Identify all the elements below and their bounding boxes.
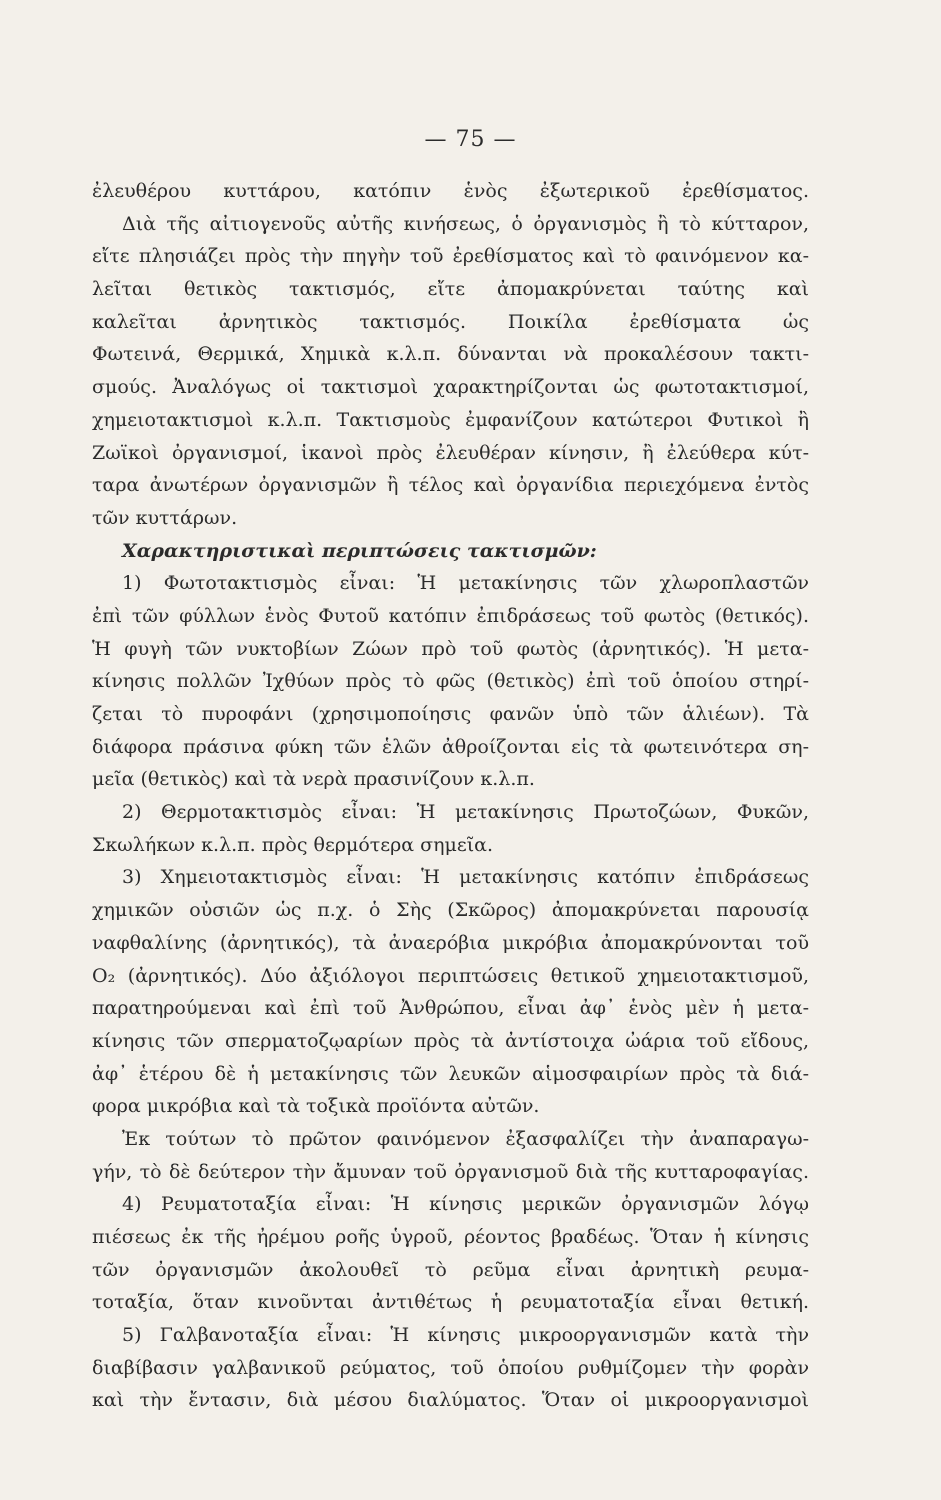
text-line: καλεῖται ἀρνητικὸς τακτισμός. Ποικίλα ἐρεθίσματα ὡς bbox=[92, 310, 809, 333]
text-line: τῶν ὀργανισμῶν ἀκολουθεῖ τὸ ρεῦμα εἶναι ἀρνητικὴ ρευμα- bbox=[92, 1258, 809, 1281]
text-line: τῶν κυττάρων. bbox=[92, 506, 238, 529]
text-line: Σκωλήκων κ.λ.π. πρὸς θερμότερα σημεῖα. bbox=[92, 833, 494, 856]
section-heading: Χαρακτηριστικαὶ περιπτώσεις τακτισμῶν: bbox=[122, 539, 597, 562]
text-line: γήν, τὸ δὲ δεύτερον τὴν ἄμυναν τοῦ ὀργανισμοῦ διὰ τῆς κυτταροφαγίας. bbox=[92, 1160, 809, 1183]
text-line: ναφθαλίνης (ἀρνητικός), τὰ ἀναερόβια μικρόβια ἀπομακρύνονται τοῦ bbox=[92, 931, 809, 954]
text-line: κίνησις τῶν σπερματοζῳαρίων πρὸς τὰ ἀντίστοιχα ὠάρια τοῦ εἴδους, bbox=[92, 1029, 809, 1052]
text-line: χημικῶν οὐσιῶν ὡς π.χ. ὁ Σὴς (Σκῶρος) ἀπομακρύνεται παρουσίᾳ bbox=[92, 899, 809, 922]
text-line: Ἐκ τούτων τὸ πρῶτον φαινόμενον ἐξασφαλίζει τὴν ἀναπαραγω- bbox=[122, 1127, 809, 1150]
text-line: τοταξία, ὅταν κινοῦνται ἀντιθέτως ἡ ρευματοταξία εἶναι θετική. bbox=[92, 1291, 809, 1314]
text-line: χημειοτακτισμοὶ κ.λ.π. Τακτισμοὺς ἐμφανίζουν κατώτεροι Φυτικοὶ ἢ bbox=[92, 408, 809, 431]
text-line: 5) Γαλβανοταξία εἶναι: Ἡ κίνησις μικροοργανισμῶν κατὰ τὴν bbox=[122, 1324, 809, 1347]
text-line: Ζωϊκοὶ ὀργανισμοί, ἱκανοὶ πρὸς ἐλευθέραν κίνησιν, ἢ ἐλεύθερα κύτ- bbox=[92, 441, 809, 464]
text-line: κίνησις πολλῶν Ἰχθύων πρὸς τὸ φῶς (θετικὸς) ἐπὶ τοῦ ὁποίου στηρί- bbox=[92, 670, 809, 693]
text-line: Ἡ φυγὴ τῶν νυκτοβίων Ζώων πρὸ τοῦ φωτὸς (ἀρνητικός). Ἡ μετα- bbox=[92, 637, 809, 660]
body-text bbox=[92, 175, 809, 1417]
text-line: λεῖται θετικὸς τακτισμός, εἴτε ἀπομακρύνεται ταύτης καὶ bbox=[92, 278, 809, 301]
text-line: πιέσεως ἐκ τῆς ἠρέμου ροῆς ὑγροῦ, ρέοντος βραδέως. Ὅταν ἡ κίνησις bbox=[92, 1226, 809, 1248]
text-line: μεῖα (θετικὸς) καὶ τὰ νερὰ πρασινίζουν κ.λ.π. bbox=[92, 768, 535, 791]
text-line: παρατηρούμεναι καὶ ἐπὶ τοῦ Ἀνθρώπου, εἶναι ἀφ᾽ ἑνὸς μὲν ἡ μετα- bbox=[92, 997, 809, 1020]
text-line: διαβίβασιν γαλβανικοῦ ρεύματος, τοῦ ὁποίου ρυθμίζομεν τὴν φορὰν bbox=[92, 1356, 809, 1379]
text-line: 2) Θερμοτακτισμὸς εἶναι: Ἡ μετακίνησις Πρωτοζώων, Φυκῶν, bbox=[122, 801, 809, 824]
text-line: διάφορα πράσινα φύκη τῶν ἑλῶν ἀθροίζονται εἰς τὰ φωτεινότερα ση- bbox=[92, 735, 809, 758]
text-line: 3) Χημειοτακτισμὸς εἶναι: Ἡ μετακίνησις κατόπιν ἐπιδράσεως bbox=[122, 866, 809, 889]
text-line: O₂ (ἀρνητικός). Δύο ἀξιόλογοι περιπτώσεις θετικοῦ χημειοτακτισμοῦ, bbox=[92, 964, 809, 987]
text-line: Φωτεινά, Θερμικά, Χημικὰ κ.λ.π. δύνανται νὰ προκαλέσουν τακτι- bbox=[92, 343, 809, 366]
text-line: 1) Φωτοτακτισμὸς εἶναι: Ἡ μετακίνησις τῶν χλωροπλαστῶν bbox=[122, 572, 809, 595]
text-line: σμούς. Ἀναλόγως οἱ τακτισμοὶ χαρακτηρίζονται ὡς φωτοτακτισμοί, bbox=[92, 376, 809, 399]
text-line: Διὰ τῆς αἰτιογενοῦς αὐτῆς κινήσεως, ὁ ὀργανισμὸς ἢ τὸ κύτταρον, bbox=[122, 212, 809, 235]
text-line: ἐλευθέρου κυττάρου, κατόπιν ἑνὸς ἐξωτερικοῦ ἐρεθίσματος. bbox=[92, 180, 809, 202]
page-number: — 75 — bbox=[424, 127, 517, 152]
text-line: καὶ τὴν ἔντασιν, διὰ μέσου διαλύματος. Ὅταν οἱ μικροοργανισμοὶ bbox=[92, 1389, 809, 1412]
text-line: ζεται τὸ πυροφάνι (χρησιμοποίησις φανῶν ὑπὸ τῶν ἁλιέων). Τὰ bbox=[92, 703, 809, 725]
text-line: 4) Ρευματοταξία εἶναι: Ἡ κίνησις μερικῶν ὀργανισμῶν λόγῳ bbox=[122, 1193, 809, 1216]
text-line: ἀφ᾽ ἑτέρου δὲ ἡ μετακίνησις τῶν λευκῶν αἱμοσφαιρίων πρὸς τὰ διά- bbox=[92, 1062, 809, 1085]
text-line: εἴτε πλησιάζει πρὸς τὴν πηγὴν τοῦ ἐρεθίσματος καὶ τὸ φαινόμενον κα- bbox=[92, 245, 809, 268]
text-line: φορα μικρόβια καὶ τὰ τοξικὰ προϊόντα αὐτῶν. bbox=[92, 1095, 540, 1118]
text-line: ἐπὶ τῶν φύλλων ἑνὸς Φυτοῦ κατόπιν ἐπιδράσεως τοῦ φωτὸς (θετικός). bbox=[92, 604, 809, 627]
text-line: ταρα ἀνωτέρων ὀργανισμῶν ἢ τέλος καὶ ὀργανίδια περιεχόμενα ἐντὸς bbox=[92, 474, 809, 497]
